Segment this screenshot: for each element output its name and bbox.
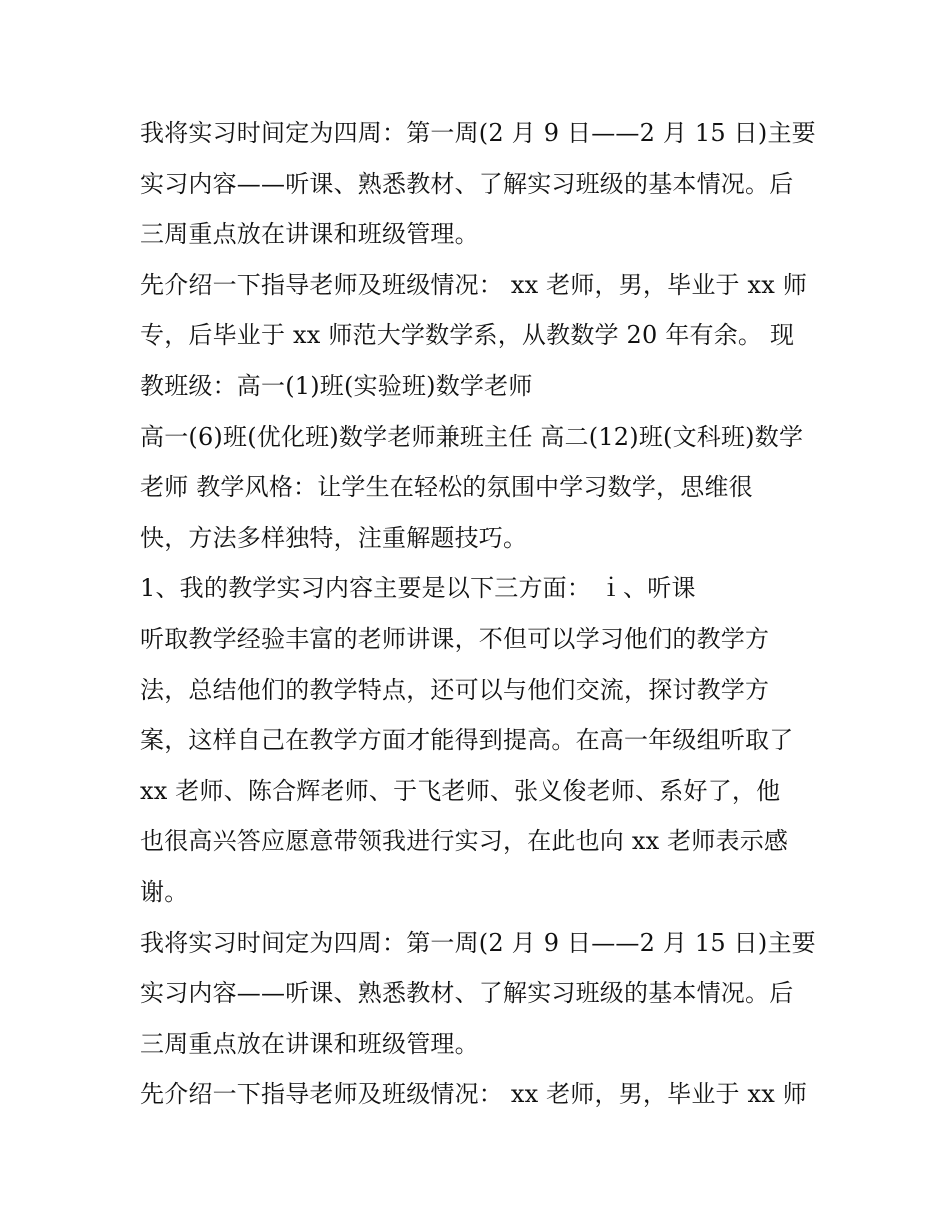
- text-line: 案，这样自己在教学方面才能得到提高。在高一年级组听取了: [140, 726, 794, 755]
- text-line: 我将实习时间定为四周：第一周(2 月 9 日——2 月 15 日)主要: [140, 928, 816, 957]
- text-line: 三周重点放在讲课和班级管理。: [140, 220, 479, 249]
- text-line: 教班级：高一(1)班(实验班)数学老师: [140, 371, 533, 400]
- text-line: 实习内容——听课、熟悉教材、了解实习班级的基本情况。后: [140, 979, 794, 1008]
- text-line: 三周重点放在讲课和班级管理。: [140, 1029, 479, 1058]
- text-line: 先介绍一下指导老师及班级情况： xx 老师，男，毕业于 xx 师: [140, 1080, 808, 1109]
- text-line: 我将实习时间定为四周：第一周(2 月 9 日——2 月 15 日)主要: [140, 119, 816, 147]
- text-line: 谢。: [140, 877, 189, 906]
- text-line: 先介绍一下指导老师及班级情况： xx 老师，男，毕业于 xx 师: [140, 270, 808, 299]
- text-line: 快，方法多样独特，注重解题技巧。: [140, 523, 528, 552]
- text-line: 老师 教学风格：让学生在轻松的氛围中学习数学，思维很: [140, 473, 753, 502]
- text-line: 高一(6)班(优化班)数学老师兼班主任 高二(12)班(文科班)数学: [140, 422, 804, 451]
- text-line: 实习内容——听课、熟悉教材、了解实习班级的基本情况。后: [140, 169, 794, 198]
- text-line: xx 老师、陈合辉老师、于飞老师、张义俊老师、系好了，他: [140, 776, 781, 805]
- text-line: 法，总结他们的教学特点，还可以与他们交流，探讨教学方: [140, 675, 770, 704]
- text-line: 也很高兴答应愿意带领我进行实习，在此也向 xx 老师表示感: [140, 827, 789, 856]
- text-line: 1、我的教学实习内容主要是以下三方面： ｉ、听课: [140, 574, 696, 603]
- text-line: 听取教学经验丰富的老师讲课，不但可以学习他们的教学方: [140, 624, 770, 653]
- document-body: [140, 108, 820, 1120]
- text-line: 专，后毕业于 xx 师范大学数学系，从教数学 20 年有余。 现: [140, 321, 795, 350]
